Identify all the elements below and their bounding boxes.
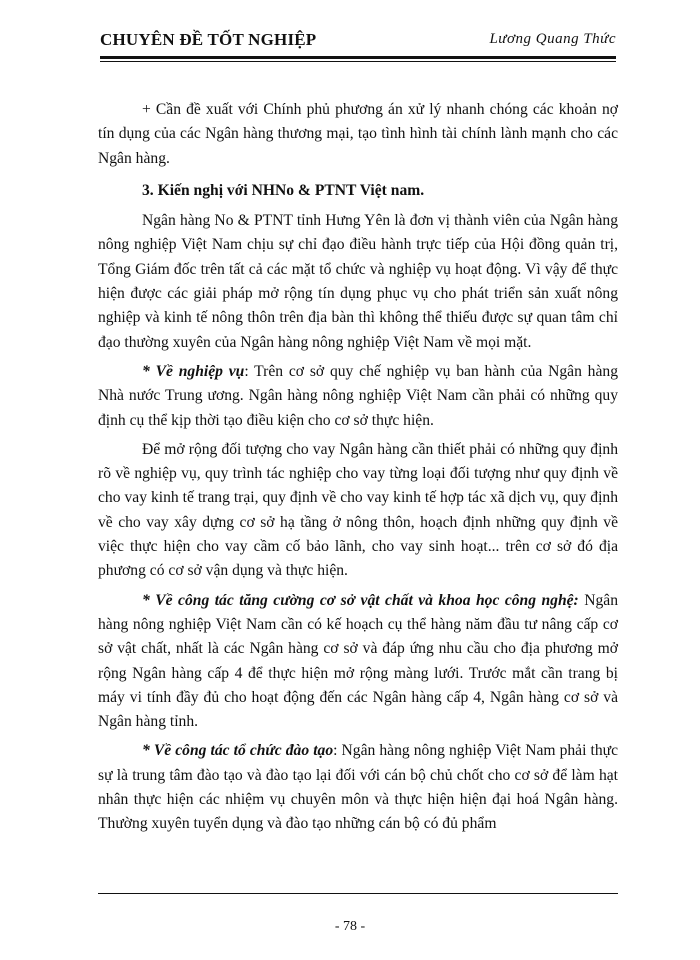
paragraph-6-lead: * Về công tác tổ chức đào tạo [142, 742, 334, 760]
paragraph-3 [98, 360, 618, 433]
paragraph-6 [98, 739, 618, 836]
paragraph-1: + Cần đề xuất với Chính phủ phương án xử lý nhanh chóng các khoản nợ tín dụng của các Ngân hàng thương mại, tạo tình hình tài chính lành mạnh cho các Ngân hàng. [98, 101, 618, 167]
page-content [98, 98, 618, 837]
paragraph-6-body: : Ngân hàng nông nghiệp Việt Nam phải thực sự là trung tâm đào tạo và đào tạo lại đối với cán bộ chủ chốt cho cơ sở để làm hạt nhân thực hiện các nhiệm vụ chuyên môn và thực hiện hiện đại hoá Ngân hàng. Thường xuyên tuyển dụng và đào tạo những cán bộ có đủ phẩm [98, 742, 618, 833]
paragraph-5 [98, 589, 618, 735]
author-name: Lương Quang Thức [489, 31, 616, 47]
paragraph-3-body: : Trên cơ sở quy chế nghiệp vụ ban hành của Ngân hàng Nhà nước Trung ương. Ngân hàng nông nghiệp Việt Nam cần phải có những quy định cụ thể kịp thời tạo điều kiện cho cơ sở thực hiện. [98, 362, 618, 429]
paragraph-2: Ngân hàng No & PTNT tỉnh Hưng Yên là đơn vị thành viên của Ngân hàng nông nghiệp Việt Nam chịu sự chỉ đạo điều hành trực tiếp của Hội đồng quản trị, Tổng Giám đốc trên tất cả các mặt tổ chức và nghiệp vụ hoạt động. Vì vậy để thực hiện được các giải pháp mở rộng tín dụng phục vụ cho phát triển sản xuất nông nghiệp và kinh tế nông thôn trên địa bàn thì không thể thiếu được sự quan tâm chỉ đạo thường xuyên của Ngân hàng nông nghiệp Việt Nam về mọi mặt. [98, 212, 618, 351]
page-number: - 78 - [334, 919, 366, 934]
section-heading: 3. Kiến nghị với NHNo & PTNT Việt nam. [142, 181, 425, 199]
footer-rule [98, 893, 618, 894]
paragraph-5-lead: * Về công tác tăng cường cơ sở vật chất và khoa học công nghệ: [142, 591, 579, 609]
paragraph-3-lead: * Về nghiệp vụ [142, 362, 245, 380]
document-title: CHUYÊN ĐỀ TỐT NGHIỆP [100, 30, 317, 49]
paragraph-4: Để mở rộng đối tượng cho vay Ngân hàng cần thiết phải có những quy định rõ về nghiệp vụ, quy trình tác nghiệp cho vay từng loại đối tượng như quy định về cho vay kinh tế trang trại, quy định về cho vay kinh tế hợp tác xã dịch vụ, quy định về cho vay xây dựng cơ sở hạ tầng ở nông thôn, hoạch định những quy định về việc thực hiện cho vay cầm cố bảo lãnh, cho vay sinh hoạt... trên cơ sở đó địa phương có cơ sở vận dụng và thực hiện. [98, 440, 618, 580]
header-rule [100, 56, 616, 62]
page-header [100, 30, 616, 60]
paragraph-5-body: Ngân hàng nông nghiệp Việt Nam cần có kế hoạch cụ thể hàng năm đầu tư nâng cấp cơ sở vật chất, nhất là các Ngân hàng cơ sở và đáp ứng nhu cầu cho địa phương mở rộng Ngân hàng cấp 4 để thực hiện mở rộng màng lưới. Trước mắt cần trang bị máy vi tính đầy đủ cho hoạt động đến các Ngân hàng cấp 4, Ngân hàng cơ sở và Ngân hàng tỉnh. [98, 591, 618, 731]
